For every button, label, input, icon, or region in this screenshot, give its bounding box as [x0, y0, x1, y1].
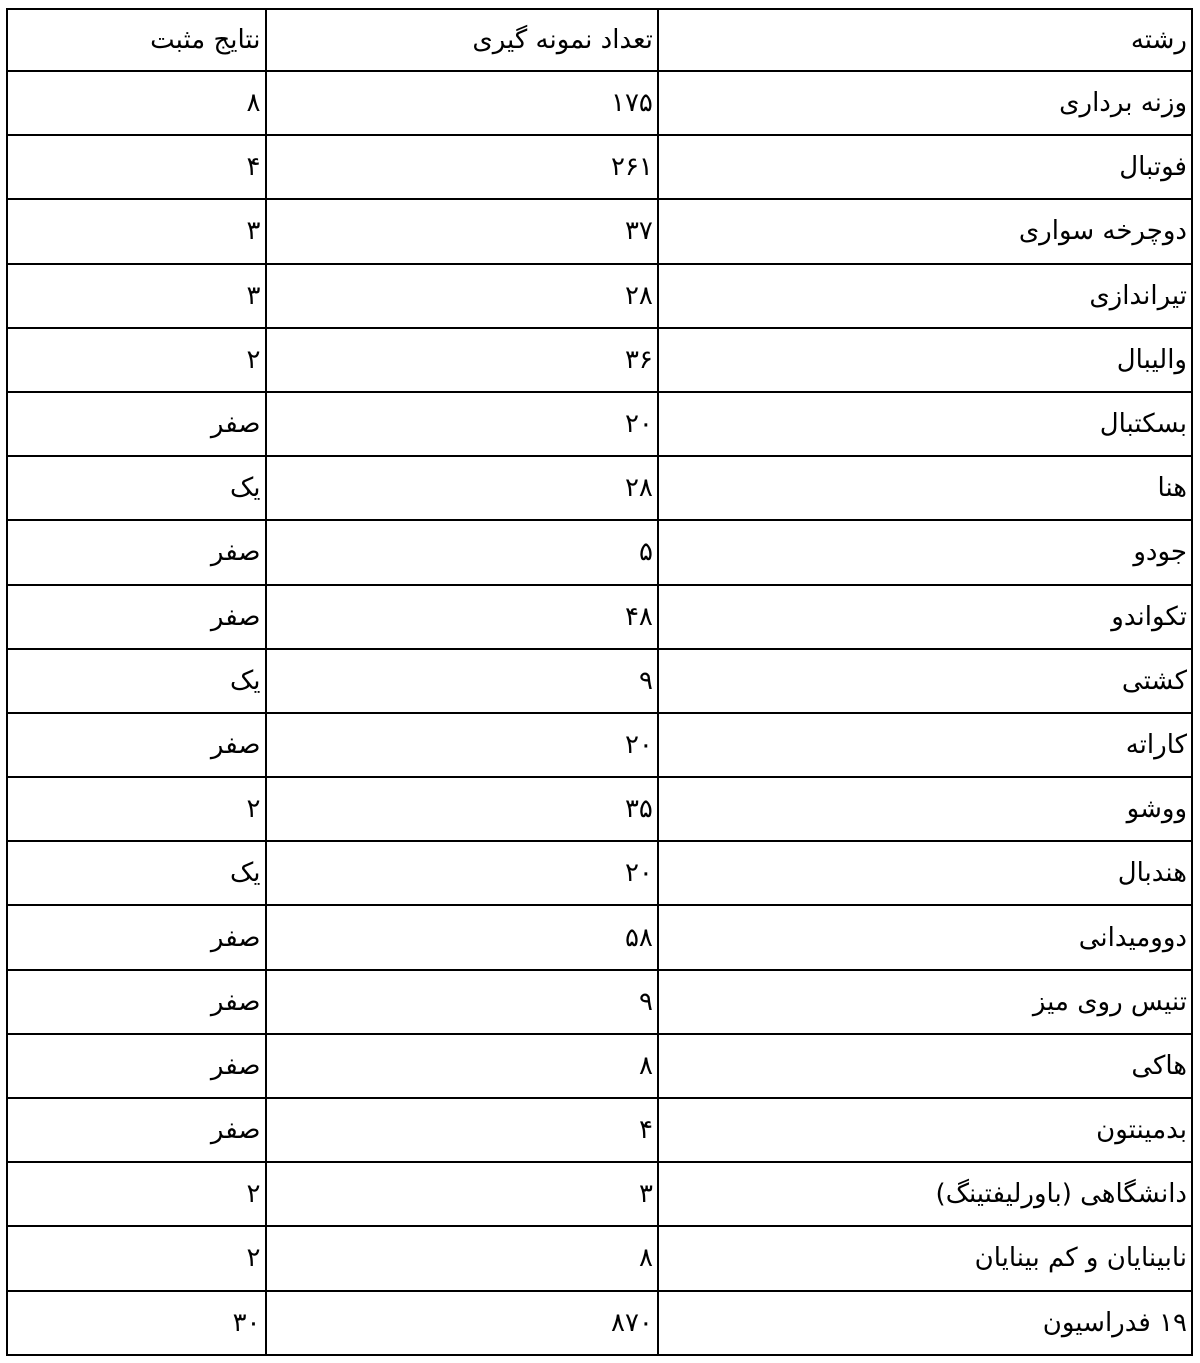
- positive-results-cell: صفر: [7, 1098, 266, 1162]
- doping-results-table: [6, 8, 1193, 1356]
- sport-cell: بدمینتون: [658, 1098, 1192, 1162]
- sample-count-cell: ۲۸: [266, 264, 658, 328]
- sport-cell: کشتی: [658, 649, 1192, 713]
- sample-count-cell: ۲۶۱: [266, 135, 658, 199]
- sample-count-cell: ۸: [266, 1226, 658, 1290]
- table-row: [7, 1226, 1192, 1290]
- header-positive-results: نتایج مثبت: [7, 9, 266, 71]
- positive-results-cell: یک: [7, 649, 266, 713]
- sport-cell: دوومیدانی: [658, 905, 1192, 969]
- sport-cell: دانشگاهی (باورلیفتینگ): [658, 1162, 1192, 1226]
- sample-count-cell: ۲۰: [266, 392, 658, 456]
- sport-cell: تیراندازی: [658, 264, 1192, 328]
- positive-results-cell: صفر: [7, 970, 266, 1034]
- positive-results-cell: ۳۰: [7, 1291, 266, 1355]
- positive-results-cell: ۲: [7, 1226, 266, 1290]
- sample-count-cell: ۲۰: [266, 841, 658, 905]
- header-sport: رشته: [658, 9, 1192, 71]
- table-row: [7, 649, 1192, 713]
- sample-count-cell: ۳۶: [266, 328, 658, 392]
- sample-count-cell: ۵: [266, 520, 658, 584]
- sample-count-cell: ۴۸: [266, 585, 658, 649]
- sample-count-cell: ۹: [266, 970, 658, 1034]
- positive-results-cell: یک: [7, 456, 266, 520]
- table-row: [7, 1034, 1192, 1098]
- sample-count-cell: ۵۸: [266, 905, 658, 969]
- sample-count-cell: ۱۷۵: [266, 71, 658, 135]
- positive-results-cell: صفر: [7, 392, 266, 456]
- table-row: [7, 905, 1192, 969]
- table-row: [7, 264, 1192, 328]
- positive-results-cell: ۲: [7, 328, 266, 392]
- positive-results-cell: ۲: [7, 777, 266, 841]
- sample-count-cell: ۳: [266, 1162, 658, 1226]
- table-row: [7, 1291, 1192, 1355]
- table-row: [7, 777, 1192, 841]
- sport-cell: هندبال: [658, 841, 1192, 905]
- table-row: [7, 1098, 1192, 1162]
- sample-count-cell: ۹: [266, 649, 658, 713]
- sample-count-cell: ۸: [266, 1034, 658, 1098]
- table-row: [7, 713, 1192, 777]
- table-row: [7, 135, 1192, 199]
- positive-results-cell: صفر: [7, 585, 266, 649]
- positive-results-cell: ۳: [7, 199, 266, 263]
- table-row: [7, 199, 1192, 263]
- table-row: [7, 328, 1192, 392]
- table-row: [7, 71, 1192, 135]
- positive-results-cell: ۳: [7, 264, 266, 328]
- header-row: [7, 9, 1192, 71]
- table-row: [7, 970, 1192, 1034]
- sport-cell: جودو: [658, 520, 1192, 584]
- positive-results-cell: ۲: [7, 1162, 266, 1226]
- positive-results-cell: صفر: [7, 1034, 266, 1098]
- positive-results-cell: ۴: [7, 135, 266, 199]
- header-sample-count: تعداد نمونه گیری: [266, 9, 658, 71]
- sport-cell: نابینایان و کم بینایان: [658, 1226, 1192, 1290]
- table-row: [7, 585, 1192, 649]
- positive-results-cell: یک: [7, 841, 266, 905]
- sample-count-cell: ۴: [266, 1098, 658, 1162]
- positive-results-cell: صفر: [7, 713, 266, 777]
- table-row: [7, 841, 1192, 905]
- sport-cell: تکواندو: [658, 585, 1192, 649]
- positive-results-cell: ۸: [7, 71, 266, 135]
- sample-count-cell: ۳۵: [266, 777, 658, 841]
- sport-cell: والیبال: [658, 328, 1192, 392]
- positive-results-cell: صفر: [7, 520, 266, 584]
- sport-cell: هنا: [658, 456, 1192, 520]
- sport-cell: وزنه برداری: [658, 71, 1192, 135]
- sport-cell: ۱۹ فدراسیون: [658, 1291, 1192, 1355]
- table-row: [7, 392, 1192, 456]
- sport-cell: کاراته: [658, 713, 1192, 777]
- sport-cell: ووشو: [658, 777, 1192, 841]
- table-row: [7, 456, 1192, 520]
- sport-cell: بسکتبال: [658, 392, 1192, 456]
- sport-cell: هاکی: [658, 1034, 1192, 1098]
- table-row: [7, 1162, 1192, 1226]
- positive-results-cell: صفر: [7, 905, 266, 969]
- sample-count-cell: ۲۰: [266, 713, 658, 777]
- sample-count-cell: ۲۸: [266, 456, 658, 520]
- table-row: [7, 520, 1192, 584]
- sport-cell: تنیس روی میز: [658, 970, 1192, 1034]
- sport-cell: دوچرخه سواری: [658, 199, 1192, 263]
- sport-cell: فوتبال: [658, 135, 1192, 199]
- sample-count-cell: ۳۷: [266, 199, 658, 263]
- sample-count-cell: ۸۷۰: [266, 1291, 658, 1355]
